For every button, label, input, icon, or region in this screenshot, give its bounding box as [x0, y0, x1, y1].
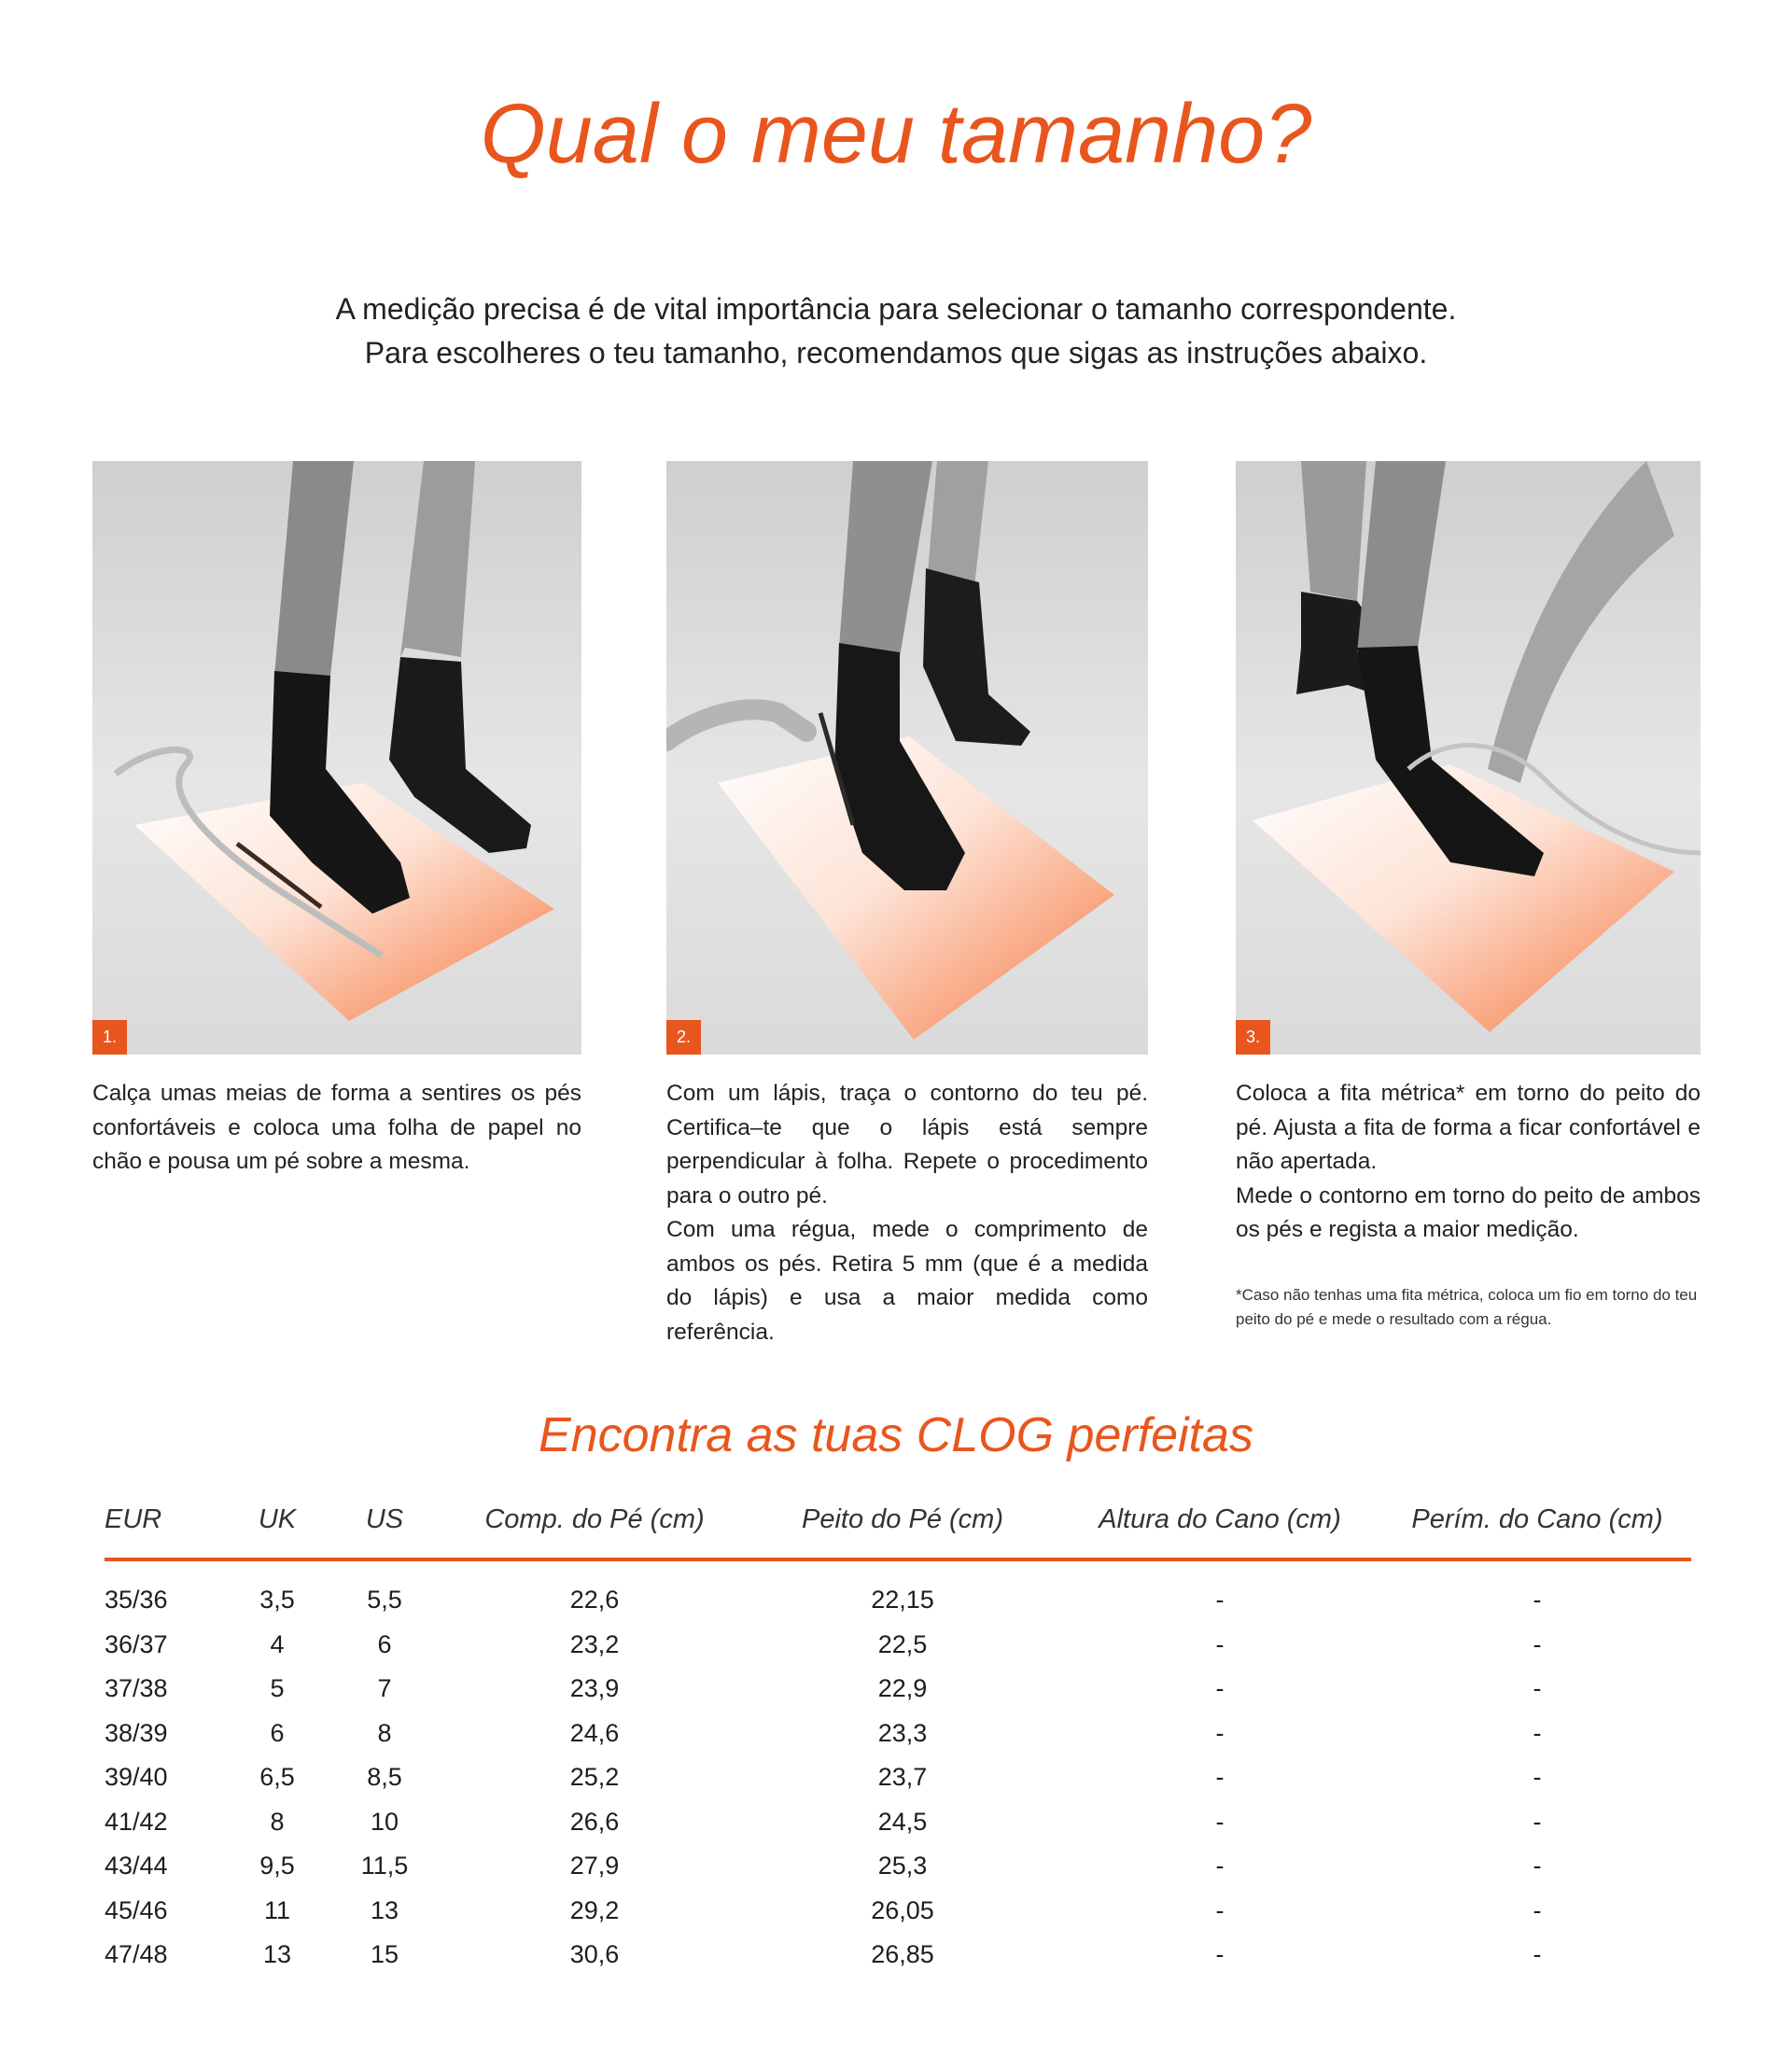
cell-uk: 13 — [262, 1940, 292, 1969]
table-row — [105, 1667, 1691, 1712]
cell-uk: 6 — [270, 1718, 285, 1747]
step-1-photo — [92, 461, 581, 1055]
cell-uk: 8 — [270, 1807, 285, 1836]
page-title: Qual o meu tamanho? — [480, 88, 1312, 181]
cell-foot-length: 23,9 — [569, 1674, 620, 1703]
cell-shaft-height: - — [1215, 1807, 1225, 1836]
cell-us: 8,5 — [367, 1763, 402, 1792]
cell-shaft-height: - — [1215, 1586, 1225, 1615]
cell-uk: 3,5 — [259, 1586, 295, 1615]
cell-foot-length: 22,6 — [569, 1586, 620, 1615]
header-shaft-height: Altura do Cano (cm) — [1057, 1504, 1383, 1559]
cell-instep: 26,85 — [871, 1940, 934, 1969]
cell-eur: 38/39 — [105, 1718, 168, 1747]
cell-us: 10 — [370, 1807, 399, 1836]
table-row — [105, 1623, 1691, 1668]
step-1-text — [92, 1077, 581, 1180]
cell-foot-length: 26,6 — [569, 1807, 620, 1836]
socked-foot-on-paper-image — [92, 461, 581, 1055]
intro-text — [0, 287, 1792, 375]
cell-instep: 25,3 — [877, 1852, 928, 1880]
cell-instep: 23,7 — [877, 1763, 928, 1792]
header-uk: UK — [226, 1504, 329, 1559]
cell-us: 7 — [377, 1674, 392, 1703]
cell-shaft-circumference: - — [1533, 1674, 1542, 1703]
cell-eur: 43/44 — [105, 1852, 168, 1880]
step-1 — [92, 461, 581, 1180]
step-2-badge: 2. — [666, 1020, 701, 1055]
cell-foot-length: 30,6 — [569, 1940, 620, 1969]
step-2-photo — [666, 461, 1148, 1055]
step-3-photo — [1236, 461, 1701, 1055]
cell-shaft-height: - — [1215, 1629, 1225, 1658]
cell-foot-length: 25,2 — [569, 1763, 620, 1792]
table-row — [105, 1933, 1691, 1978]
table-row — [105, 1889, 1691, 1934]
cell-eur: 35/36 — [105, 1586, 168, 1615]
table-row — [105, 1844, 1691, 1889]
cell-shaft-height: - — [1215, 1852, 1225, 1880]
cell-us: 8 — [377, 1718, 392, 1747]
step-3-paragraph-2: Mede o contorno em torno do peito de ambos os pés e regista a maior medição. — [1236, 1182, 1701, 1242]
cell-shaft-circumference: - — [1533, 1852, 1542, 1880]
cell-us: 15 — [370, 1940, 399, 1969]
cell-instep: 22,5 — [877, 1629, 928, 1658]
header-instep: Peito do Pé (cm) — [749, 1504, 1057, 1559]
cell-shaft-height: - — [1215, 1895, 1225, 1924]
step-3-badge: 3. — [1236, 1020, 1270, 1055]
cell-eur: 36/37 — [105, 1629, 168, 1658]
step-2 — [666, 461, 1148, 1349]
size-table-title: Encontra as tuas CLOG perfeitas — [539, 1408, 1253, 1462]
cell-us: 13 — [370, 1895, 399, 1924]
header-foot-length: Comp. do Pé (cm) — [441, 1504, 749, 1559]
cell-instep: 22,9 — [877, 1674, 928, 1703]
cell-shaft-circumference: - — [1533, 1718, 1542, 1747]
cell-instep: 23,3 — [877, 1718, 928, 1747]
size-table-header-row — [105, 1504, 1691, 1559]
cell-foot-length: 23,2 — [569, 1629, 620, 1658]
step-2-paragraph-2: Com uma régua, mede o comprimento de ambos os pés. Retira 5 mm (que é a medida do lápis) e usa a maior medida como referência. — [666, 1217, 1148, 1345]
tracing-foot-image — [666, 461, 1148, 1055]
cell-us: 11,5 — [360, 1852, 409, 1880]
cell-uk: 6,5 — [259, 1763, 295, 1792]
cell-uk: 4 — [270, 1629, 285, 1658]
step-2-paragraph-1: Com um lápis, traça o contorno do teu pé. Certifica–te que o lápis está sempre perpendicular à folha. Repete o procedimento para o outro pé. — [666, 1081, 1148, 1209]
cell-instep: 22,15 — [871, 1586, 934, 1615]
step-3-footnote: *Caso não tenhas uma fita métrica, coloca um fio em torno do teu peito do pé e mede o resultado com a régua. — [1236, 1285, 1698, 1328]
size-table-body — [105, 1559, 1691, 1978]
step-2-text — [666, 1077, 1148, 1349]
cell-shaft-circumference: - — [1533, 1586, 1542, 1615]
cell-shaft-circumference: - — [1533, 1807, 1542, 1836]
cell-shaft-circumference: - — [1533, 1940, 1542, 1969]
step-3 — [1236, 461, 1701, 1332]
step-1-badge: 1. — [92, 1020, 127, 1055]
size-table — [105, 1504, 1691, 1978]
header-us: US — [329, 1504, 441, 1559]
cell-shaft-height: - — [1215, 1674, 1225, 1703]
intro-line-1: A medição precisa é de vital importância para selecionar o tamanho correspondente. — [335, 292, 1457, 326]
cell-eur: 41/42 — [105, 1807, 168, 1836]
cell-shaft-circumference: - — [1533, 1763, 1542, 1792]
cell-foot-length: 24,6 — [569, 1718, 620, 1747]
cell-shaft-height: - — [1215, 1718, 1225, 1747]
table-row — [105, 1755, 1691, 1800]
cell-shaft-circumference: - — [1533, 1629, 1542, 1658]
cell-eur: 45/46 — [105, 1895, 168, 1924]
cell-instep: 24,5 — [877, 1807, 928, 1836]
cell-us: 5,5 — [367, 1586, 402, 1615]
cell-shaft-height: - — [1215, 1763, 1225, 1792]
cell-instep: 26,05 — [871, 1895, 934, 1924]
cell-foot-length: 29,2 — [569, 1895, 620, 1924]
cell-uk: 9,5 — [259, 1852, 295, 1880]
measuring-instep-image — [1236, 461, 1701, 1055]
step-3-paragraph-1: Coloca a fita métrica* em torno do peito do pé. Ajusta a fita de forma a ficar confortável e não apertada. — [1236, 1081, 1701, 1174]
cell-uk: 11 — [263, 1895, 291, 1924]
cell-eur: 37/38 — [105, 1674, 168, 1703]
intro-line-2: Para escolheres o teu tamanho, recomendamos que sigas as instruções abaixo. — [364, 336, 1428, 370]
header-shaft-circumference: Perím. do Cano (cm) — [1383, 1504, 1691, 1559]
cell-us: 6 — [377, 1629, 392, 1658]
cell-uk: 5 — [270, 1674, 285, 1703]
table-row — [105, 1559, 1691, 1623]
cell-foot-length: 27,9 — [569, 1852, 620, 1880]
table-row — [105, 1712, 1691, 1756]
cell-shaft-height: - — [1215, 1940, 1225, 1969]
table-row — [105, 1800, 1691, 1845]
header-eur: EUR — [105, 1504, 226, 1559]
cell-eur: 39/40 — [105, 1763, 168, 1792]
cell-eur: 47/48 — [105, 1940, 168, 1969]
step-1-paragraph: Calça umas meias de forma a sentires os pés confortáveis e coloca uma folha de papel no chão e pousa um pé sobre a mesma. — [92, 1081, 581, 1174]
cell-shaft-circumference: - — [1533, 1895, 1542, 1924]
step-3-text — [1236, 1077, 1701, 1248]
